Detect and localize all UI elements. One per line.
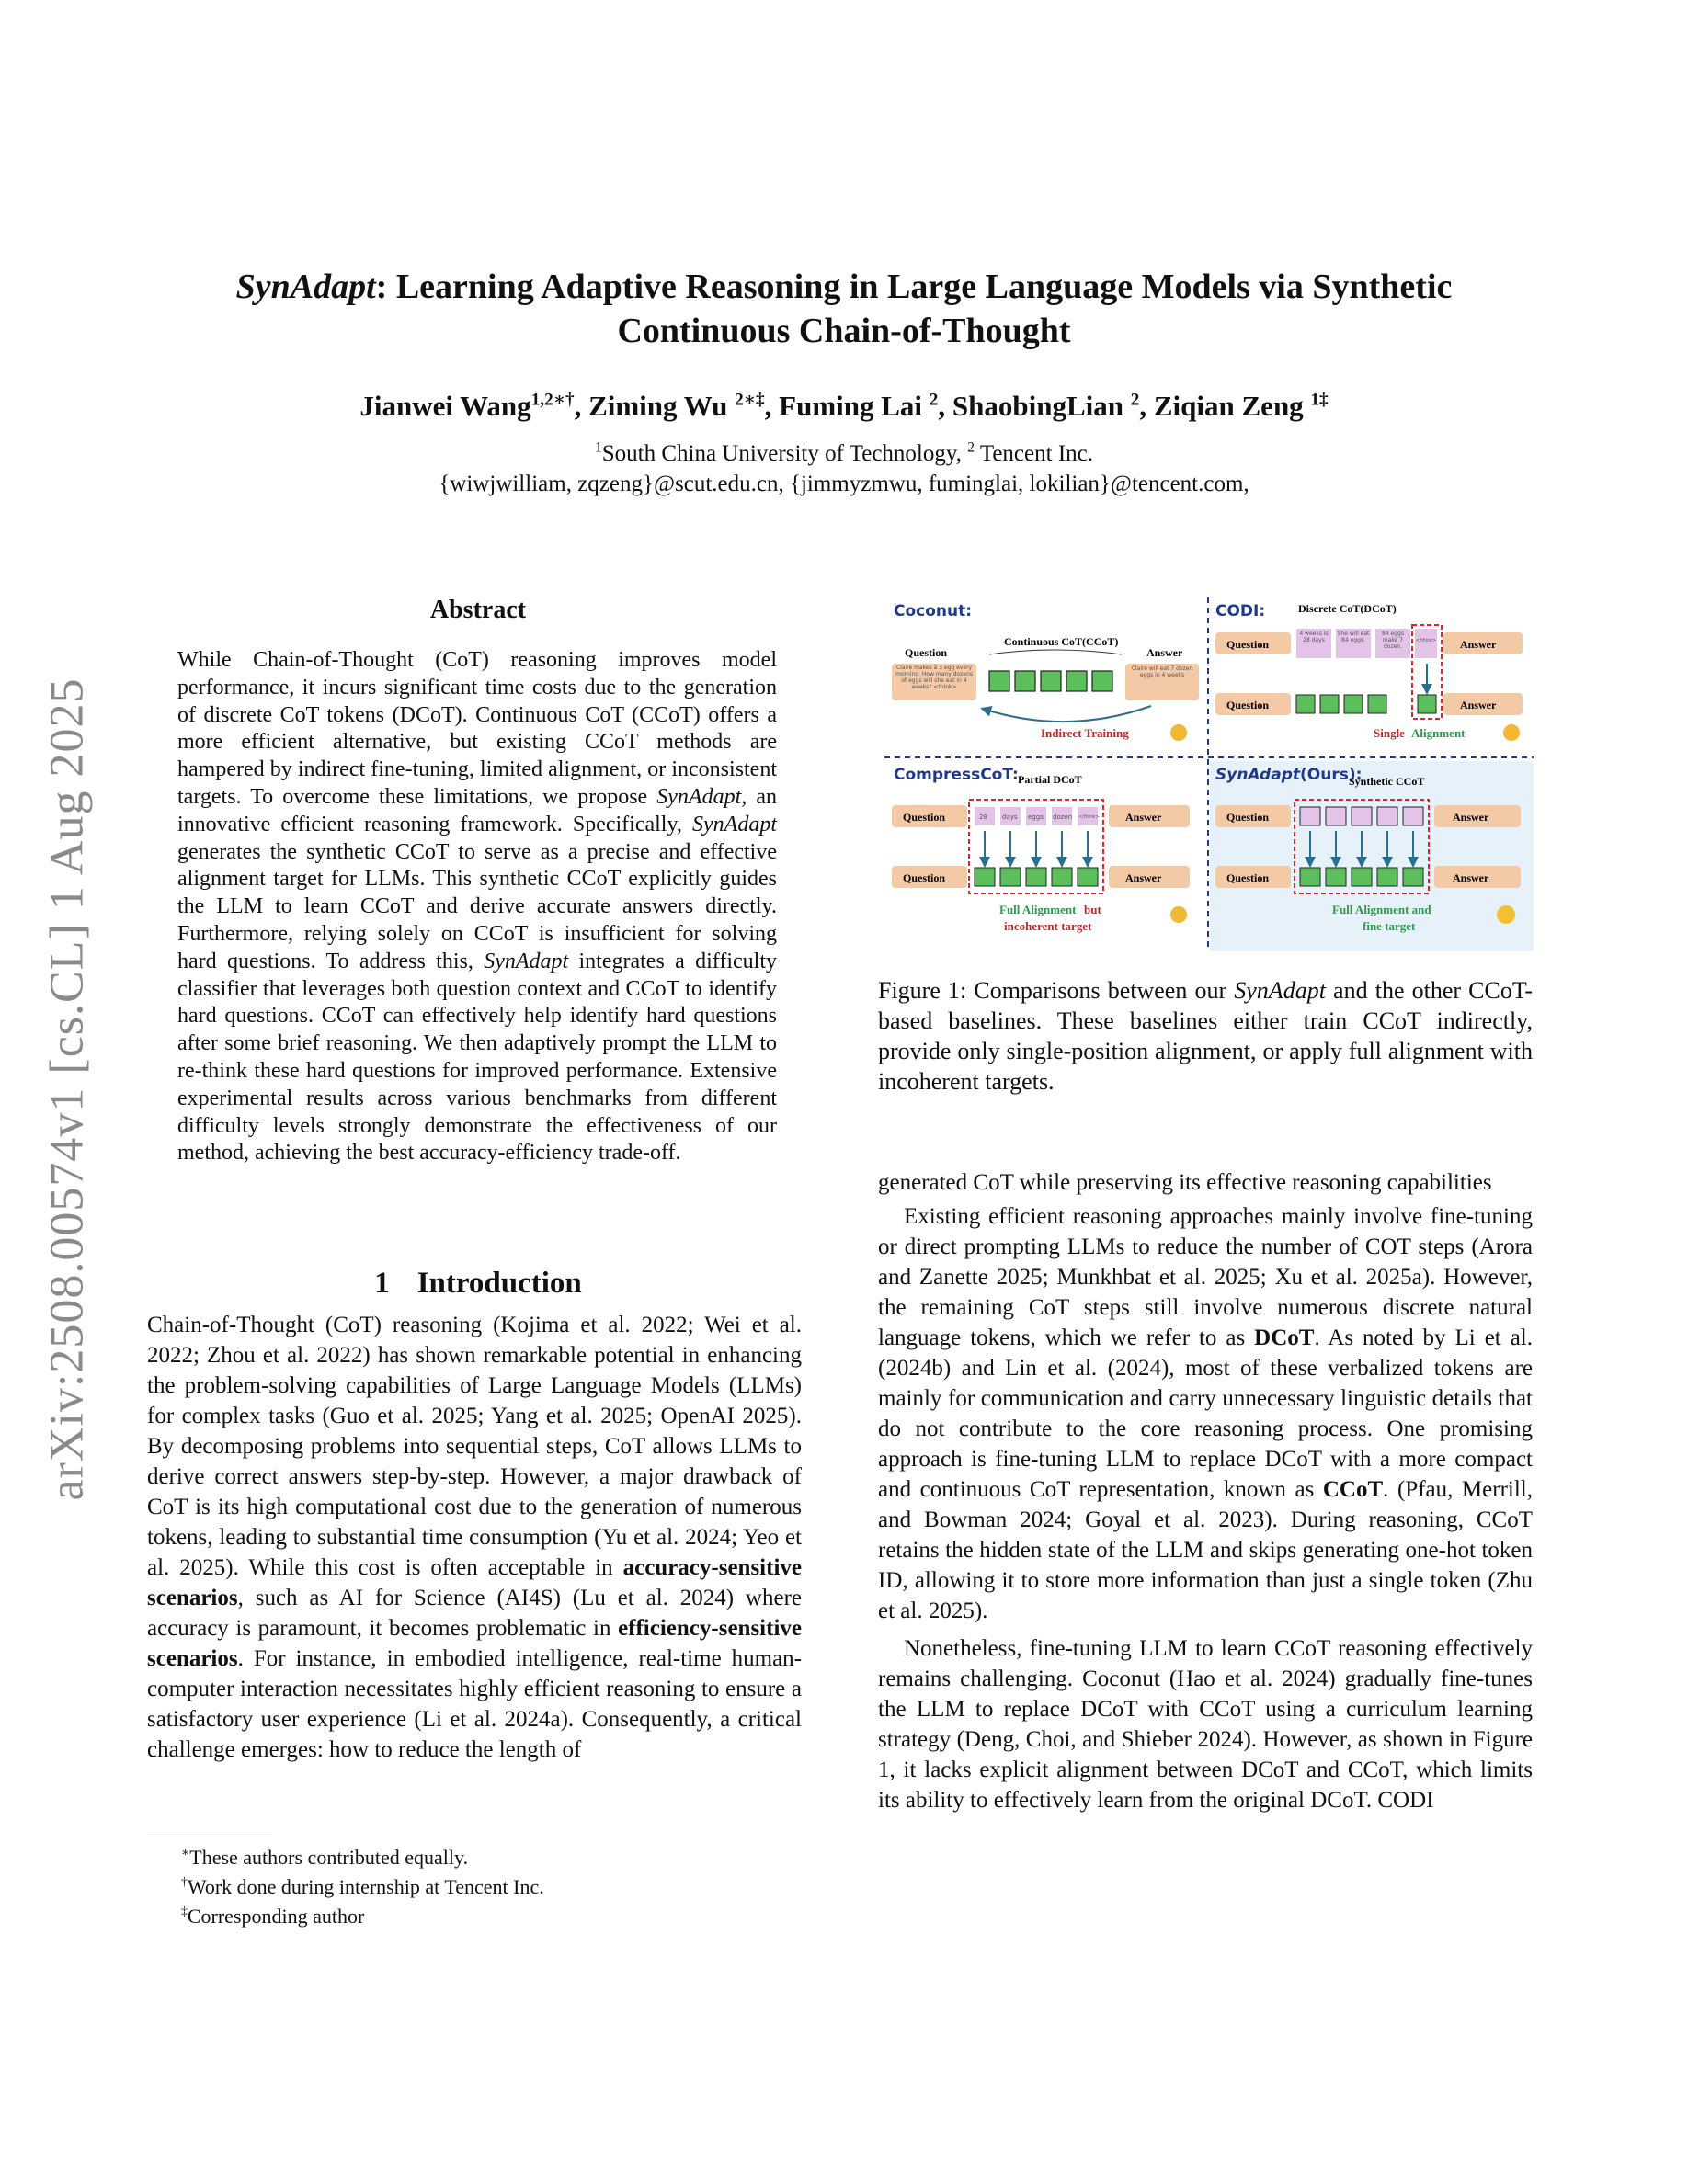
ccot-token: [1015, 671, 1035, 691]
footnote-text: Work done during internship at Tencent Inc.: [187, 1875, 544, 1898]
abstract-heading: Abstract: [429, 596, 527, 624]
section-title: Introduction: [416, 1267, 582, 1300]
codi-question-label-2: Question: [1226, 699, 1270, 711]
synadapt-answer-label-2: Answer: [1453, 871, 1489, 884]
paper-title: [138, 265, 1550, 353]
coconut-note: Indirect Training: [1041, 726, 1129, 740]
abstract-emph: SynAdapt: [484, 949, 569, 973]
figure-1-diagram: [884, 597, 1534, 951]
paragraph-text: . (Pfau, Merrill, and Bowman 2024; Goyal et al. 2023). During reasoning, CCoT retains the hidden state of the LLM and skips generating one-hot token ID, allowing it to store more information than just a single token (Zhu et al. 2025).: [878, 1477, 1533, 1623]
ccot-token: [1368, 695, 1386, 713]
author-name: Ziming Wu: [588, 390, 728, 422]
coconut-answer-text: Claire will eat 7 dozen eggs in 4 weeks: [1131, 665, 1193, 678]
codi-question-label: Question: [1226, 638, 1270, 651]
compress-title: CompressCoT:: [894, 766, 1019, 784]
synthetic-ccot-row: [1300, 807, 1423, 825]
codi-note-b: Alignment: [1411, 726, 1466, 740]
compress-answer-label: Answer: [1125, 811, 1162, 824]
ccot-token: [1041, 671, 1061, 691]
intro-text: , such as AI for Science (AI4S) (Lu et al. 2024) where accuracy is paramount, it becomes problematic in: [147, 1586, 802, 1641]
coconut-question-text: Claire makes a 3 egg every morning. How many dozens of eggs will she eat in 4 weeks? <think>: [895, 665, 973, 690]
author-list: Jianwei Wang$^{1,2∗\dagger}$, Ziming Wu $^{2∗\ddagger}$, Fuming Lai $^2$, ShaobingLian $^2$, Ziqian Zeng $^{1\ddagger}$: [359, 390, 1329, 422]
sad-face-icon: [1503, 724, 1520, 741]
abstract-text: While Chain-of-Thought (CoT) reasoning improves model performance, it incurs significant time costs due to the generation of discrete CoT tokens (DCoT). Continuous CoT (CCoT) offers a more efficient alternative, but existing CCoT methods are hampered by indirect fine-tuning, limited alignment, or inconsistent targets. To overcome these limitations, we propose: [177, 648, 777, 809]
compress-label: Partial DCoT: [1018, 773, 1082, 786]
paragraph: [878, 1201, 1533, 1626]
compress-answer-label-2: Answer: [1125, 871, 1162, 884]
coconut-answer-label: Answer: [1146, 646, 1183, 659]
partial-token-text: eggs: [1028, 813, 1044, 821]
ccot-token: [1092, 671, 1112, 691]
codi-note-a: Single: [1374, 726, 1405, 740]
coconut-question-label: Question: [905, 646, 948, 659]
intro-bold: efficiency-sensitive scenarios: [147, 1616, 802, 1671]
smile-face-icon: [1497, 905, 1515, 924]
title-emph: SynAdapt: [235, 267, 376, 306]
ccot-brace: [989, 650, 1122, 654]
section-number: 1: [374, 1267, 390, 1300]
author-sup: 1,2∗†: [530, 390, 575, 410]
paragraph-text: . As noted by Li et al. (2024b) and Lin et al. (2024), most of these verbalized tokens are mainly for communication and carry unnecessary linguistic details that do not contribute to the core reasoning process. One promising approach is fine-tuning LLM to replace DCoT with a more compact and continuous CoT representation, known as: [878, 1325, 1533, 1502]
synadapt-title: [1215, 766, 1362, 784]
ccot-token: [1066, 671, 1087, 691]
author-name: Ziqian Zeng: [1153, 390, 1304, 422]
footnote-mark: ‡: [181, 1904, 188, 1918]
footnote-mark: ∗: [181, 1845, 190, 1860]
caption-emph: SynAdapt: [1234, 977, 1326, 1004]
coconut-ccot-tokens: [989, 671, 1112, 691]
ccot-token: [1078, 868, 1098, 886]
intro-bold: accuracy-sensitive scenarios: [147, 1555, 802, 1610]
synthetic-token: [1326, 807, 1346, 825]
coconut-title: Coconut:: [894, 602, 973, 620]
paragraph-bold: DCoT: [1254, 1325, 1315, 1350]
ccot-token: [1052, 868, 1072, 886]
caption-text: Figure 1: Comparisons between our: [878, 977, 1235, 1004]
synthetic-token: [1377, 807, 1397, 825]
author-emails: {wiwjwilliam, zqzeng}@scut.edu.cn, {jimmyzmwu, fuminglai, lokilian}@tencent.com,: [439, 472, 1249, 496]
synadapt-note-b: fine target: [1363, 919, 1416, 933]
codi-answer-label-2: Answer: [1460, 699, 1497, 711]
author-sup: 2∗‡: [735, 390, 765, 410]
footnote-text: These authors contributed equally.: [189, 1846, 469, 1869]
codi-answer-label: Answer: [1460, 638, 1497, 651]
intro-text: Chain-of-Thought (CoT) reasoning (Kojima et al. 2022; Wei et al. 2022; Zhou et al. 2022) has shown remarkable potential in enhancing the problem-solving capabilities of Large Language Models (LLMs) for complex tasks (Guo et al. 2025; Yang et al. 2025; OpenAI 2025). By decomposing problems into sequential steps, CoT allows LLMs to derive correct answers step-by-step. However, a major drawback of CoT is its high computational cost due to the generation of numerous tokens, leading to substantial time consumption (Yu et al. 2024; Yeo et al. 2025). While this cost is often acceptable in: [147, 1313, 802, 1580]
footnote: [147, 1872, 791, 1902]
compress-note-a: Full Alignment: [999, 903, 1077, 916]
compress-note-c: incoherent target: [1004, 919, 1092, 933]
paragraph-bold: CCoT: [1322, 1477, 1384, 1502]
dcot-token-text: </think>: [1415, 638, 1437, 643]
arxiv-stamp: [26, 625, 108, 1553]
compress-note-b: but: [1084, 903, 1101, 916]
paragraph: generated CoT while preserving its effective reasoning capabilities: [878, 1170, 1492, 1195]
synadapt-question-label-2: Question: [1226, 871, 1270, 884]
dcot-token-text: She will eat 84 eggs.: [1337, 631, 1370, 643]
footnote-mark: †: [181, 1874, 188, 1889]
ccot-token: [1403, 868, 1423, 886]
synthetic-token: [1403, 807, 1423, 825]
ccot-token: [1326, 868, 1346, 886]
author-sup: 2: [929, 390, 939, 410]
ccot-token: [1418, 695, 1436, 713]
footnote-text: Corresponding author: [187, 1905, 365, 1928]
codi-dcot-label: Discrete CoT(DCoT): [1298, 602, 1397, 615]
ccot-token: [989, 671, 1009, 691]
partial-token-text: days: [1002, 813, 1018, 821]
affiliations: [138, 438, 1550, 499]
sad-face-icon: [1170, 724, 1187, 741]
author-name: Jianwei Wang: [359, 390, 531, 422]
ccot-token: [1296, 695, 1315, 713]
paragraph-text: Existing efficient reasoning approaches mainly involve fine-tuning or direct prompting LLMs to reduce the number of COT steps (Arora and Zanette 2025; Munkhbat et al. 2025; Xu et al. 2025a). However, the remaining CoT steps still involve numerous discrete natural language tokens, which we refer to as: [878, 1204, 1533, 1350]
affil-sup: 1: [594, 439, 602, 456]
caption-text: and the other CCoT-based baselines. These baselines either train CCoT indirectly, provide only single-position alignment, or apply full alignment with incoherent targets.: [878, 977, 1534, 1095]
intro-body: [147, 1310, 802, 1765]
affil-2: Tencent Inc.: [975, 441, 1093, 466]
ccot-token: [1300, 868, 1320, 886]
indirect-training-arrow: [986, 706, 1151, 722]
section-heading: [147, 1267, 809, 1301]
right-column-body: [878, 1167, 1533, 1815]
compress-question-label: Question: [903, 811, 946, 824]
ccot-token: [975, 868, 995, 886]
abstract-text: generates the synthetic CCoT to serve as a precise and effective alignment target for LLMs. This synthetic CCoT explicitly guides the LLM to learn CCoT and derive accurate answers directly. Furthermore, relying solely on CCoT is insufficient for solving hard questions. To address this,: [177, 839, 777, 973]
ccot-token: [1320, 695, 1339, 713]
footnote: [147, 1843, 791, 1872]
abstract-body: [177, 647, 777, 1167]
title-line2: Continuous Chain-of-Thought: [617, 312, 1071, 350]
synthetic-token: [1300, 807, 1320, 825]
partial-token-text: dozen: [1053, 813, 1073, 821]
author-sup: 2: [1130, 390, 1140, 410]
sad-face-icon: [1170, 906, 1187, 923]
ccot-token: [1344, 695, 1363, 713]
compress-alignment-arrows: [985, 831, 1088, 862]
ccot-token: [1377, 868, 1397, 886]
synadapt-label: Synthetic CCoT: [1349, 775, 1425, 788]
affil-1: South China University of Technology,: [601, 441, 968, 466]
footnotes: [147, 1843, 791, 1931]
affil-sup: 2: [967, 439, 975, 456]
abstract-text: , an innovative efficient reasoning framework. Specifically,: [177, 784, 778, 836]
author-name: ShaobingLian: [952, 390, 1124, 422]
synadapt-title-a: SynAdapt: [1215, 766, 1300, 784]
arxiv-id: arXiv:2508.00574v1 [cs.CL] 1 Aug 2025: [40, 677, 94, 1501]
intro-text: . For instance, in embodied intelligence, real-time human-computer interaction necessitates highly efficient reasoning to ensure a satisfactory user experience (Li et al. 2024a). Consequently, a critical challenge emerges: how to reduce the length of: [147, 1646, 802, 1762]
coconut-ccot-label: Continuous CoT(CCoT): [1004, 635, 1119, 648]
synadapt-ccot-row: [1300, 868, 1423, 886]
dcot-token-text: 84 eggs make 7 dozen.: [1382, 631, 1404, 650]
compress-question-label-2: Question: [903, 871, 946, 884]
abstract-emph: SynAdapt: [656, 784, 742, 809]
synthetic-token: [1352, 807, 1372, 825]
synadapt-answer-label: Answer: [1453, 811, 1489, 824]
synadapt-question-label: Question: [1226, 811, 1270, 824]
ccot-token: [1352, 868, 1372, 886]
dcot-token-text: 4 weeks is 28 days: [1299, 631, 1329, 643]
abstract-emph: SynAdapt: [692, 812, 777, 836]
paragraph: Nonetheless, fine-tuning LLM to learn CCoT reasoning effectively remains challenging. Coconut (Hao et al. 2024) gradually fine-tunes the LLM to replace DCoT with CCoT using a curriculum learning strategy (Deng, Choi, and Shieber 2024). However, as shown in Figure 1, it lacks explicit alignment between DCoT and CCoT, which limits its ability to effectively learn from the original DCoT. CODI: [878, 1636, 1533, 1813]
ccot-token: [1000, 868, 1021, 886]
synadapt-title-b: (Ours):: [1300, 766, 1363, 784]
abstract-text: integrates a difficulty classifier that leverages both question context and CCoT to identify hard questions. CCoT can effectively help identify hard questions after some brief reasoning. We then adaptively prompt the LLM to re-think these hard questions for improved performance. Extensive experimental results across various benchmarks from different difficulty levels strongly demonstrate the effectiveness of our method, achieving the best accuracy-efficiency trade-off.: [177, 949, 777, 1166]
codi-title: CODI:: [1215, 602, 1266, 620]
partial-token-text: </think>: [1078, 814, 1100, 820]
ccot-token: [1026, 868, 1046, 886]
author-name: Fuming Lai: [779, 390, 923, 422]
footnote: [147, 1902, 791, 1931]
figure-1: [884, 597, 1534, 951]
figure-caption: [878, 975, 1533, 1097]
author-sup: 1‡: [1310, 390, 1329, 410]
synadapt-note-a: Full Alignment and: [1332, 903, 1431, 916]
title-line1: : Learning Adaptive Reasoning in Large Language Models via Synthetic: [375, 267, 1453, 306]
partial-token-text: 28: [979, 813, 987, 821]
compress-ccot-row: [975, 868, 1098, 886]
